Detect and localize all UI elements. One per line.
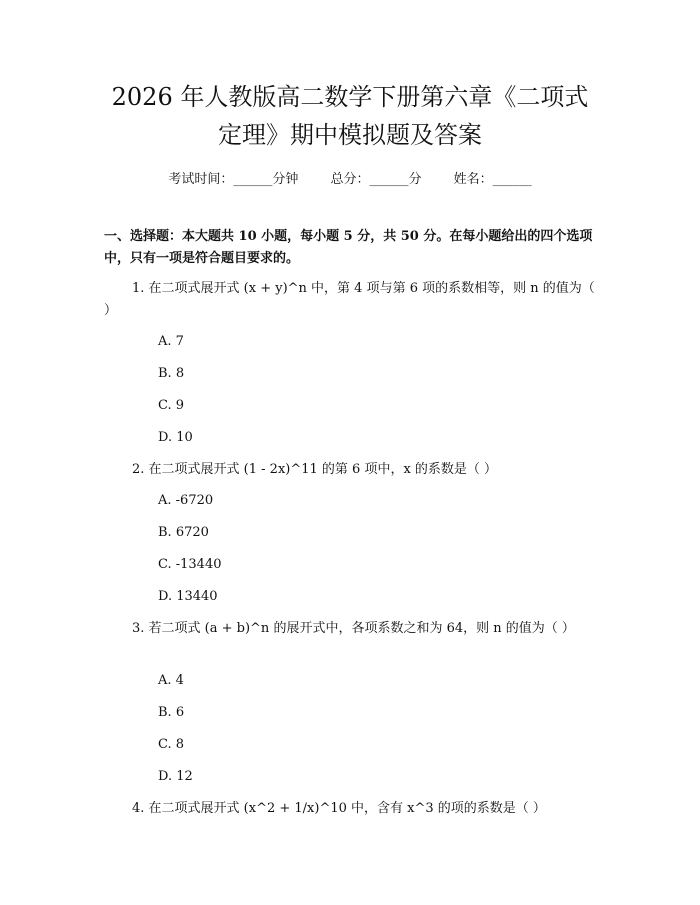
question-2-option-d: D. 13440 [158,589,218,604]
question-3-option-a: A. 4 [158,673,184,688]
question-2-text: 2. 在二项式展开式 (1 - 2x)^11 的第 6 项中，x 的系数是（ ） [132,462,498,477]
question-3-option-c: C. 8 [158,737,185,752]
question-1-option-c: C. 9 [158,398,185,413]
question-1-option-d: D. 10 [158,430,193,445]
question-4-text: 4. 在二项式展开式 (x^2 + 1/x)^10 中，含有 x^3 的项的系数是（ ） [132,801,546,816]
question-3-text: 3. 若二项式 (a + b)^n 的展开式中，各项系数之和为 64，则 n 的值为（ ） [132,621,575,636]
document-title [80,78,620,154]
total-score-field: 总分：______分 [330,172,422,187]
question-1-option-a: A. 7 [158,334,184,349]
question-2-option-b: B. 6720 [158,525,209,540]
question-2-option-c: C. -13440 [158,557,222,572]
exam-time-field: 考试时间：______分钟 [168,172,299,187]
title-line-1: 2026 年人教版高二数学下册第六章《二项式 [111,83,589,111]
section-heading: 一、选择题：本大题共 10 小题，每小题 5 分，共 50 分。在每小题给出的四个选项中，只有一项是符合题目要求的。 [104,229,593,266]
question-3-option-b: B. 6 [158,705,185,720]
question-1-text: 1. 在二项式展开式 (x + y)^n 中，第 4 项与第 6 项的系数相等，则 n 的值为（ ） [104,281,595,318]
question-3-option-d: D. 12 [158,769,193,784]
exam-info-row [0,168,700,187]
title-line-2: 定理》期中模拟题及答案 [218,121,482,149]
question-2-option-a: A. -6720 [158,493,214,508]
name-field: 姓名：______ [453,172,532,187]
question-1-option-b: B. 8 [158,366,185,381]
